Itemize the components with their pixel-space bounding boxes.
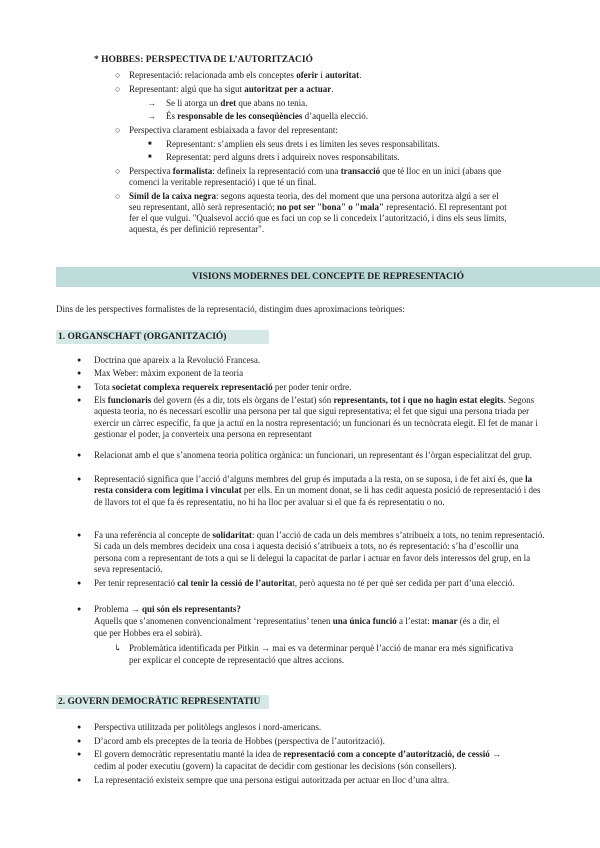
disc-bullet-icon: ● — [77, 737, 82, 745]
square-bullet-icon: ■ — [148, 141, 152, 147]
disc-bullet-icon: ● — [77, 369, 82, 377]
hobbes-item-caixa-negra-line4: aquesta, és per definició representar". — [129, 224, 265, 234]
govern-item-autoritzacio-line2: cedim al poder executiu (govern) la capacitat de decidir com gestionar les decisions (són consellers). — [94, 761, 457, 771]
disc-bullet-icon: ● — [77, 451, 82, 459]
hobbes-item-caixa-negra-line3: fer el que vulgui. "Qualsevol acció que es faci un cop se li concedeix l’autorització, i dins els seus límits, — [129, 213, 507, 223]
organschaft-item-imputada: Representació significa que l’acció d’alguns membres del grup és imputada a la resta, on se suposa, i de fet així és, que la resta considera com legítima i vinculat per ells. En un moment donat, se li has cedit aquesta posició de representació i des de llavors tot el que fa és representatiu, no hi ha lloc per avaluar si el que fa és representatiu o no. — [94, 474, 541, 507]
hobbes-sq-representant: Representant: s’amplien els seus drets i es limiten les seves responsabilitats. — [166, 139, 440, 149]
hobbes-item-formalista-line2: comenci la veritable representació) i que té un final. — [129, 177, 317, 187]
disc-bullet-icon: ● — [77, 579, 82, 587]
hobbes-item-representant: Representant: algú que ha sigut autoritzat per a actuar. — [129, 84, 334, 94]
section-heading-govern: 2. GOVERN DEMOCRÀTIC REPRESENTATIU — [56, 695, 269, 709]
hobbes-item-representacio: Representació: relacionada amb els conceptes oferir i autoritat. — [129, 70, 362, 80]
govern-item-hobbes: D’acord amb els preceptes de la teoria de Hobbes (perspectiva de l’autorització). — [94, 736, 385, 746]
disc-bullet-icon: ● — [77, 750, 82, 758]
govern-item-autoritzacio: El govern democràtic representatiu manté la idea de representació com a concepte d’autorització, de cessió → — [94, 749, 502, 759]
circle-bullet-icon: ○ — [115, 166, 121, 176]
section-banner: VISIONS MODERNES DEL CONCEPTE DE REPRESENTACIÓ — [56, 267, 600, 287]
organschaft-item-weber: Max Weber: màxim exponent de la teoria — [94, 368, 244, 378]
hobbes-item-caixa-negra-line2: seu representant, allò serà representació; no pot ser "bona" o "mala" representació. El representant pot — [129, 202, 507, 212]
govern-item-representacio: La representació existeix sempre que una persona estigui autoritzada per actuar en lloc d’una altra. — [94, 775, 450, 785]
disc-bullet-icon: ● — [77, 723, 82, 731]
govern-item-politolegs: Perspectiva utilitzada per politòlegs anglesos i nord-americans. — [94, 722, 322, 732]
organschaft-item-organica: Relacionat amb el que s’anomena teoria política orgànica: un funcionari, un representant és l’òrgan especialitzat del grup. — [94, 450, 532, 460]
disc-bullet-icon: ● — [77, 475, 82, 483]
circle-bullet-icon: ○ — [115, 125, 121, 135]
hobbes-item-formalista: Perspectiva formalista: defineix la representació com una transacció que té lloc en un inici (abans que — [129, 166, 502, 176]
organschaft-pitkin-line2: per explicar el concepte de representació que altres accions. — [129, 655, 345, 665]
square-bullet-icon: ■ — [148, 154, 152, 160]
disc-bullet-icon: ● — [77, 531, 82, 539]
arrow-bullet-icon: → — [147, 98, 156, 108]
hobbes-sub-responsable: És responsable de les conseqüències d’aquella elecció. — [166, 111, 369, 121]
disc-bullet-icon: ● — [77, 605, 82, 613]
hobbes-item-caixa-negra: Símil de la caixa negra: segons aquesta teoria, des del moment que una persona autoritza algú a ser el — [129, 191, 499, 201]
organschaft-item-societat: Tota societat complexa requereix representació per poder tenir ordre. — [94, 382, 352, 392]
circle-bullet-icon: ○ — [115, 84, 121, 94]
disc-bullet-icon: ● — [77, 383, 82, 391]
hobbes-item-esbiaixada: Perspectiva clarament esbiaixada a favor del representant: — [129, 125, 338, 135]
circle-bullet-icon: ○ — [115, 70, 121, 80]
hobbes-sub-dret: Se li atorga un dret que abans no tenia. — [166, 98, 308, 108]
disc-bullet-icon: ● — [77, 776, 82, 784]
disc-bullet-icon: ● — [77, 356, 82, 364]
organschaft-problema-line3: que per Hobbes era el sobirà). — [94, 628, 202, 638]
hobbes-sq-representat: Representat: perd alguns drets i adquireix noves responsabilitats. — [166, 152, 400, 162]
circle-bullet-icon: ○ — [115, 191, 121, 201]
organschaft-item-revolucio: Doctrina que apareix a la Revolució Francesa. — [94, 355, 261, 365]
section-heading-organschaft: 1. ORGANSCHAFT (ORGANITZACIÓ) — [56, 330, 269, 344]
corner-arrow-icon: ↳ — [114, 643, 122, 653]
arrow-bullet-icon: → — [147, 111, 156, 121]
organschaft-item-funcionaris: Els funcionaris del govern (és a dir, tots els òrgans de l’estat) són representants, tot i que no hagin estat elegits. Segons aquesta teoria, no és necessari escollir una persona per tal que sigui representativa; el fet que sigui una persona triada per exercir un càrrec específic, fa que ja actuï en la nostra representació; un funcionari és un tecnòcrata elegit. El fet de manar i gestionar el poder, ja converteix una persona en representant — [94, 395, 538, 439]
organschaft-item-problema: Problema → qui són els representants? — [94, 604, 241, 614]
organschaft-problema-line2: Aquells que s’anomenen convencionalment ‘representatius’ tenen una única funció a l’estat: manar (és a dir, el — [94, 616, 500, 626]
organschaft-item-cessio: Per tenir representació cal tenir la cessió de l’autoritat, però aquesta no té per què ser cedida per part d’una elecció. — [94, 578, 515, 588]
disc-bullet-icon: ● — [77, 396, 82, 404]
hobbes-title: * HOBBES: PERSPECTIVA DE L’AUTORITZACIÓ — [94, 55, 313, 65]
organschaft-item-solidaritat: Fa una referència al concepte de solidaritat: quan l’acció de cada un dels membres s’atribueix a tots, no tenim representació. Si cada un dels membres decideix una cosa i aquesta decisió s’atribueix a tots, no és representació: s’ha d’escollir una persona com a representant de tots a qui se li delegui la capacitat de parlar i actuar en favor dels interessos del grup, en la seva representació. — [94, 530, 545, 574]
organschaft-pitkin-line1: Problemàtica identificada per Pitkin → mai es va determinar perquè l’acció de manar era més significativa — [129, 643, 514, 653]
intro-paragraph: Dins de les perspectives formalistes de la representació, distingim dues aproximacions teòriques: — [56, 304, 405, 314]
